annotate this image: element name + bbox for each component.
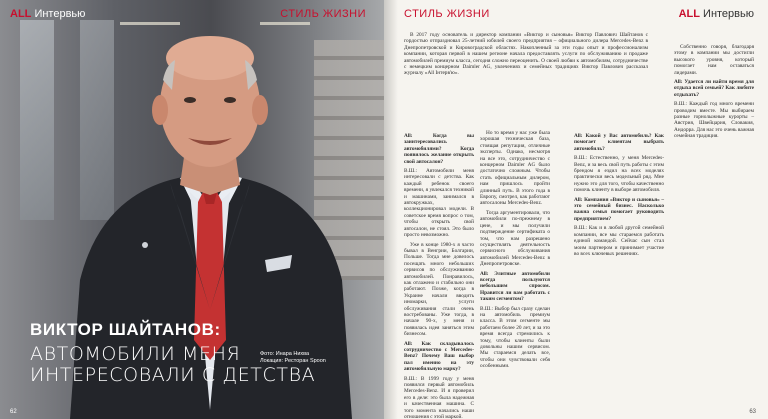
brand-suffix: Интервью xyxy=(703,8,754,20)
question: All: Какой у Вас автомобиль? Как помогает клиентам выбрать автомобиль? xyxy=(574,133,664,152)
question: All: Удается ли найти время для отдыха всей семьей? Как любите отдыхать? xyxy=(674,79,754,98)
window-panel xyxy=(20,20,54,220)
paragraph: Тогда аргументировали, что автомобили по-прежнему в цене, и мы получили подтверждение сертификата о том, что нам разрешено осуществлять деятельность сервисного обслуживания автомобилей Mercedes-Benz в Днепропетровске. xyxy=(480,209,550,268)
answer: В.Ш.: В 1999 году у меня появился первый автомобиль Mercedes-Benz. И я проверил его в деле: это была надежная и качественная машина. С того момента начались наши отношения с этой маркой. xyxy=(404,375,474,419)
question: All: Элитные автомобили всегда пользуются небольшим спросом. Нравится ли вам работать с таким сегментом? xyxy=(480,270,550,303)
brand-suffix: Интервью xyxy=(34,8,86,20)
article-headline: АВТОМОБИЛИ МЕНЯ ИНТЕРЕСОВАЛИ С ДЕТСТВА xyxy=(30,343,316,386)
text-page xyxy=(384,0,768,419)
column-4 xyxy=(674,44,754,143)
question: All: Как складывалось сотрудничество с Mercedes-Benz? Почему Ваш выбор пал именно на эту автомобильную марку? xyxy=(404,340,474,373)
brand-name: ALL xyxy=(678,8,700,20)
paragraph: Уже в конце 1980-х я часто бывал в Венгрии, Болгарии, Польше. Тогда мне довелось посещать много небольших сервисов по обслуживанию автомобилей. Понравилось, как отлажено и стабильно они работают. Позже, когда в Украине начали вводить иномарки, услуги обслуживания стали очень востребованы. Уже тогда, в начале 90-х, у меня и появилась идея заняться этим бизнесом. xyxy=(404,241,474,338)
question: All: Когда вы заинтересовались автомобилями? Когда появилось желание открыть свой автосалон? xyxy=(404,133,474,165)
paragraph: Собственно говоря, благодаря этому в компании мы достигли высокого уровня, который помогает нам оставаться лидерами. xyxy=(674,44,754,76)
page-gutter xyxy=(384,0,398,419)
page-number: 63 xyxy=(749,409,756,415)
column-2 xyxy=(480,130,550,373)
section-label: СТИЛЬ ЖИЗНИ xyxy=(280,8,366,20)
answer: В.Ш.: Каждый год много времени проводим вместе. Мы выбираем разные горнолыжные курорты – Австрия, Швейцария, Словакия, Андорра. Для нас это очень важная семейная традиция. xyxy=(674,101,754,140)
answer: В.Ш.: Выбор был сразу сделан на автомобиль премиум класса. В этом сегменте мы работаем более 20 лет, и за это время всегда стремились к тому, чтобы клиенты были довольны нашим сервисом. Мы стараемся делать все, чтобы они чувствовали себя особенными. xyxy=(480,305,550,370)
section-label: СТИЛЬ ЖИЗНИ xyxy=(404,8,490,20)
paragraph: Но то время у нас уже была хорошая техническая база, стоящая репутация, отличные эксперты. Однако, несмотря на все это, сотрудничество с концерном Daimler AG было достаточно сложным. Чтобы стать официальным дилером, нам пришлось пройти длинный путь. В этого года в Европу, смотрел, как работают автосалоны Mercedes-Benz. xyxy=(480,130,550,207)
photo-credit: Фото: Инара Нихва xyxy=(260,351,310,357)
column-3 xyxy=(574,130,664,260)
answer: В.Ш.: Автомобили меня интересовали с детства. Как каждый ребенок своего времени, я увлекался техникой и машинами, занимался в автокружках, коллекционировал модели. В советское время вопрос о том, чтобы открыть свой автосалон, не стоял. Это было просто невозможно. xyxy=(404,168,474,239)
magazine-logo xyxy=(10,8,85,20)
intro-paragraph: В 2017 году основатель и директор компании «Виктор и сыновья» Виктор Павлович Шайтанов с гордостью отпраздновал 25-летний юбилей своего предприятия – официального дилера Mercedes-Benz в Днепропетровской и Кировоградской областях. Накопленный за эти годы опыт и профессионализм компании, которая первой в нашем регионе начала предоставлять услуги по обслуживанию и продаже автомобилей премиум класса, сегодня сложно переоценить. О своей любви к автомобилям, сотрудничестве с немецким концерном Daimler AG, увлечениях и семейных традициях Виктор Павлович рассказал журналу «All Інтерв'ю». xyxy=(404,32,648,77)
page-number: 62 xyxy=(10,409,17,415)
brand-name: ALL xyxy=(10,8,32,20)
article-intro xyxy=(404,32,648,80)
interviewee-name: ВИКТОР ШАЙТАНОВ: xyxy=(30,320,221,339)
column-1 xyxy=(404,130,474,419)
location-credit: Локация: Ресторан Spoon xyxy=(260,358,326,364)
magazine-logo xyxy=(679,8,754,20)
answer: В.Ш.: Как и в любой другой семейной компании, все мы стараемся работать единой командой. Сейчас сын стал моим партнером и принимает участие во всех ключевых решениях. xyxy=(574,225,664,257)
question: All: Компания «Виктор и сыновья» – это семейный бизнес. Насколько важна семья помогает руководить предприятием? xyxy=(574,196,664,222)
answer: В.Ш.: Естественно, у меня Mercedes-Benz, и за весь свой путь работы с этим брендом я ездил на всех моделях практически весь модельный ряд. Мне нужно это для того, чтобы качественно помочь клиенту в выборе автомобиля. xyxy=(574,155,664,194)
